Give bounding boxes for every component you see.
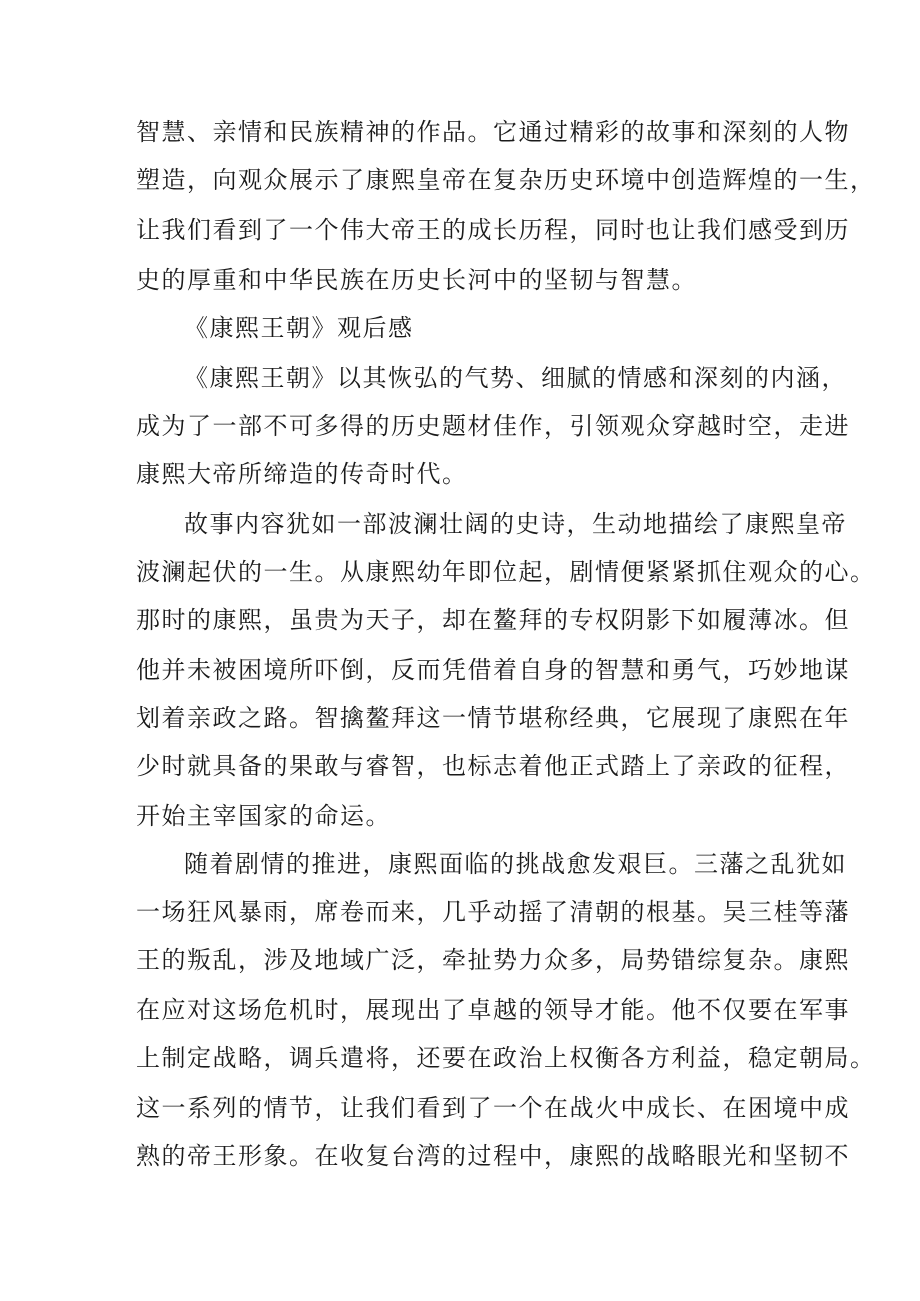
- paragraph-line: 熟的帝王形象。在收复台湾的过程中，康熙的战略眼光和坚韧不: [136, 1142, 850, 1170]
- paragraph-line: 少时就具备的果敢与睿智，也标志着他正式踏上了亲政的征程，: [136, 752, 850, 780]
- paragraph-line: 智慧、亲情和民族精神的作品。它通过精彩的故事和深刻的人物: [136, 118, 850, 146]
- paragraph-line: 随着剧情的推进，康熙面临的挑战愈发艰巨。三藩之乱犹如: [184, 850, 847, 878]
- paragraph-line: 一场狂风暴雨，席卷而来，几乎动摇了清朝的根基。吴三桂等藩: [136, 898, 850, 926]
- paragraph-line: 开始主宰国家的命运。: [136, 802, 391, 830]
- paragraph-line: 在应对这场危机时，展现出了卓越的领导才能。他不仅要在军事: [136, 996, 850, 1024]
- paragraph-line: 史的厚重和中华民族在历史长河中的坚韧与智慧。: [136, 266, 697, 294]
- paragraph-line: 他并未被困境所吓倒，反而凭借着自身的智慧和勇气，巧妙地谋: [136, 656, 850, 684]
- paragraph-line: 划着亲政之路。智擒鳌拜这一情节堪称经典，它展现了康熙在年: [136, 704, 850, 732]
- paragraph-line: 那时的康熙，虽贵为天子，却在鳌拜的专权阴影下如履薄冰。但: [136, 606, 850, 634]
- paragraph-line: 康熙大帝所缔造的传奇时代。: [136, 460, 468, 488]
- paragraph-line: 波澜起伏的一生。从康熙幼年即位起，剧情便紧紧抓住观众的心。: [136, 558, 876, 586]
- paragraph-line: 这一系列的情节，让我们看到了一个在战火中成长、在困境中成: [136, 1094, 850, 1122]
- section-heading: 《康熙王朝》观后感: [184, 314, 414, 342]
- paragraph-line: 让我们看到了一个伟大帝王的成长历程，同时也让我们感受到历: [136, 216, 850, 244]
- paragraph-line: 故事内容犹如一部波澜壮阔的史诗，生动地描绘了康熙皇帝: [184, 510, 847, 538]
- paragraph-line: 《康熙王朝》以其恢弘的气势、细腻的情感和深刻的内涵，: [184, 364, 847, 392]
- paragraph-line: 王的叛乱，涉及地域广泛，牵扯势力众多，局势错综复杂。康熙: [136, 946, 850, 974]
- paragraph-line: 成为了一部不可多得的历史题材佳作，引领观众穿越时空，走进: [136, 412, 850, 440]
- paragraph-line: 上制定战略，调兵遣将，还要在政治上权衡各方利益，稳定朝局。: [136, 1044, 876, 1072]
- paragraph-line: 塑造，向观众展示了康熙皇帝在复杂历史环境中创造辉煌的一生，: [136, 166, 876, 194]
